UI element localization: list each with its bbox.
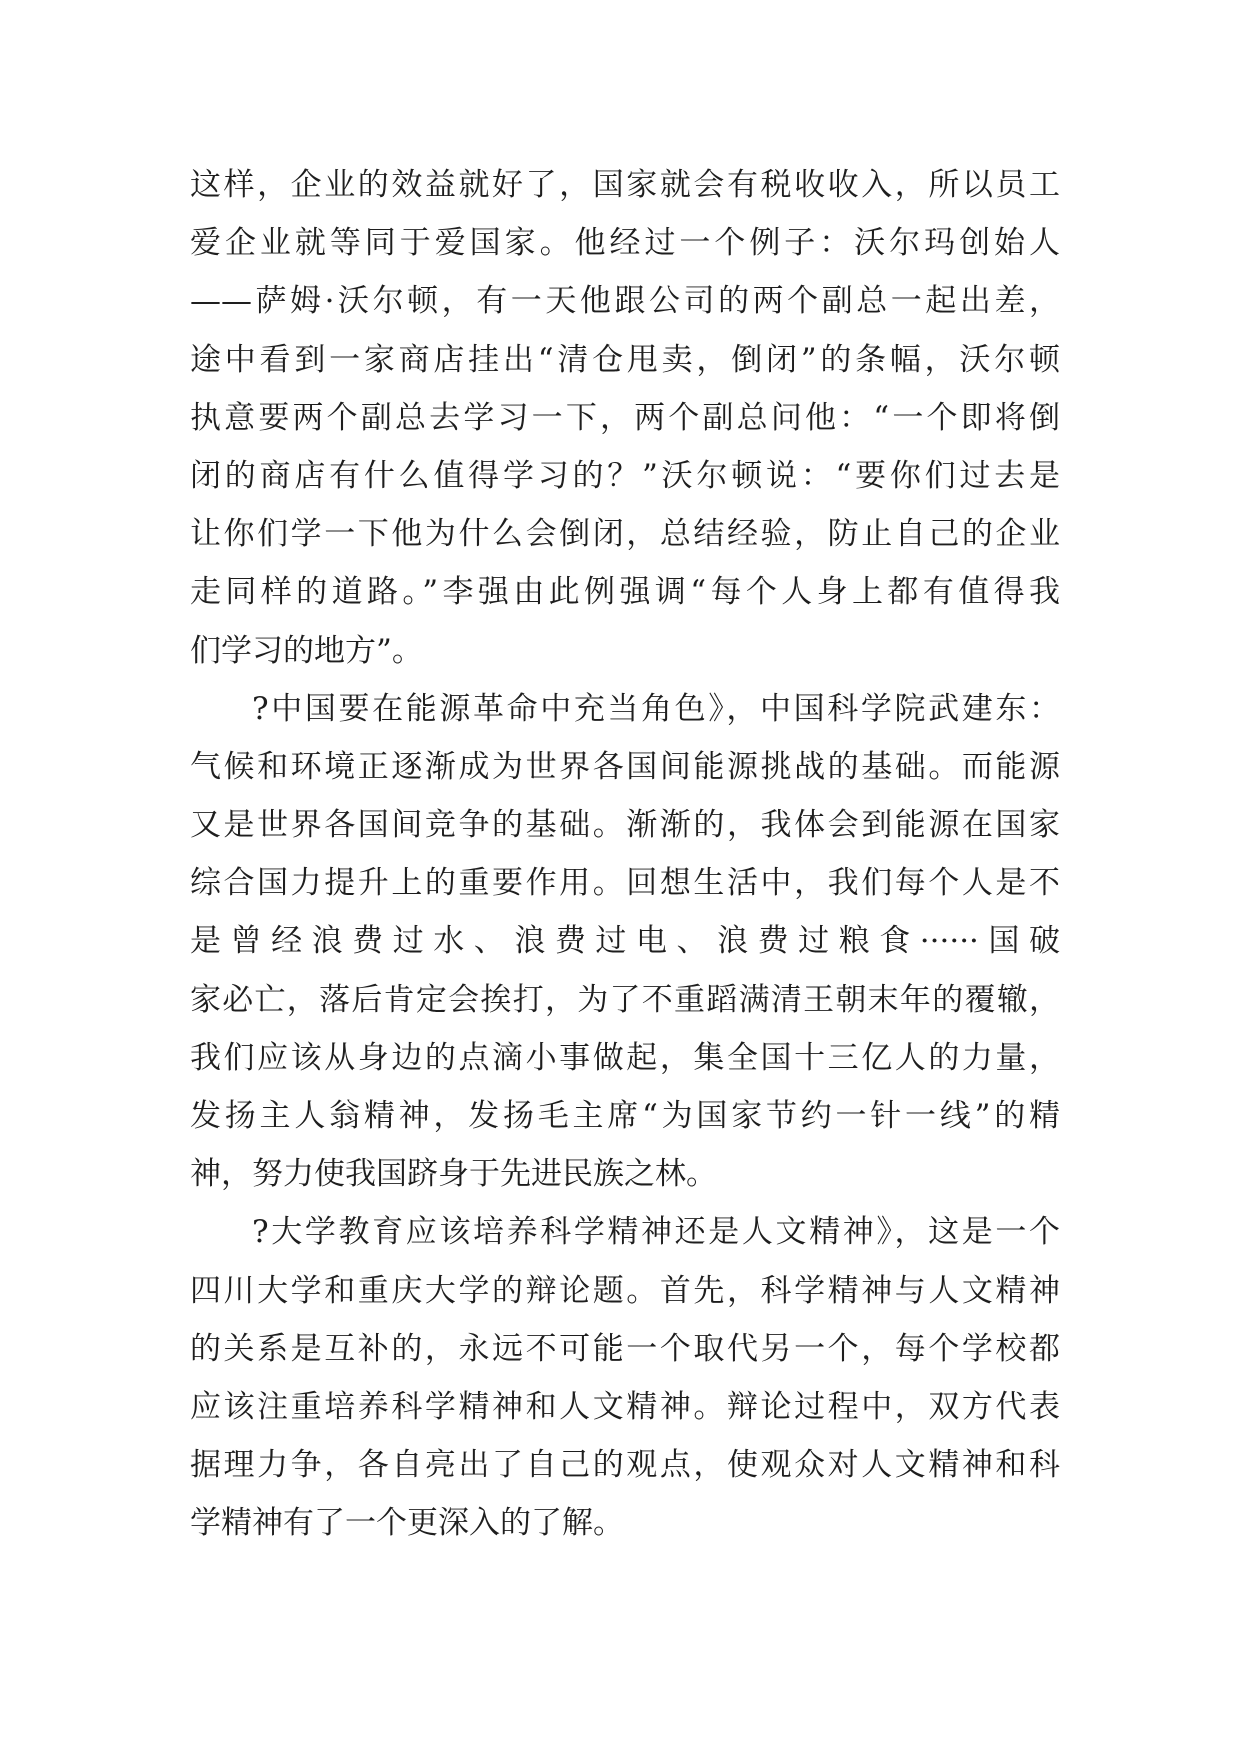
- paragraph-university-debate: [190, 1203, 1060, 1552]
- text-line: ——萨姆·沃尔顿，有一天他跟公司的两个副总一起出差，: [190, 283, 1060, 320]
- text-line: 应该注重培养科学精神和人文精神。辩论过程中，双方代表: [190, 1388, 1060, 1425]
- text-line: 们学习的地方”。: [190, 632, 423, 669]
- text-line: 是曾经浪费过水、浪费过电、浪费过粮食······国破: [190, 923, 1060, 960]
- text-line: 途中看到一家商店挂出“清仓甩卖，倒闭”的条幅，沃尔顿: [190, 341, 1060, 378]
- paragraph-energy-revolution: [190, 680, 1060, 1204]
- text-line: ?大学教育应该培养科学精神还是人文精神》，这是一个: [252, 1214, 1060, 1251]
- text-line: 的关系是互补的，永远不可能一个取代另一个，每个学校都: [190, 1330, 1060, 1367]
- text-line: 我们应该从身边的点滴小事做起，集全国十三亿人的力量，: [190, 1039, 1060, 1076]
- text-line: 又是世界各国间竞争的基础。渐渐的，我体会到能源在国家: [190, 807, 1060, 844]
- text-line: 综合国力提升上的重要作用。回想生活中，我们每个人是不: [190, 865, 1060, 902]
- text-line: 四川大学和重庆大学的辩论题。首先，科学精神与人文精神: [190, 1272, 1060, 1309]
- text-line: 执意要两个副总去学习一下，两个副总问他：“一个即将倒: [190, 399, 1060, 436]
- text-line: 爱企业就等同于爱国家。他经过一个例子：沃尔玛创始人: [190, 225, 1060, 262]
- text-line: 神，努力使我国跻身于先进民族之林。: [190, 1156, 717, 1193]
- text-line: 学精神有了一个更深入的了解。: [190, 1505, 624, 1542]
- text-line: 据理力争，各自亮出了自己的观点，使观众对人文精神和科: [190, 1447, 1060, 1484]
- paragraph-walmart-example: [190, 156, 1060, 680]
- text-line: 走同样的道路。”李强由此例强调“每个人身上都有值得我: [190, 574, 1060, 611]
- body-text: [190, 156, 1060, 1553]
- text-line: 气候和环境正逐渐成为世界各国间能源挑战的基础。而能源: [190, 748, 1060, 785]
- text-line: 让你们学一下他为什么会倒闭，总结经验，防止自己的企业: [190, 516, 1060, 553]
- text-line: 家必亡，落后肯定会挨打，为了不重蹈满清王朝末年的覆辙，: [190, 981, 1060, 1018]
- text-line: 发扬主人翁精神，发扬毛主席“为国家节约一针一线”的精: [190, 1098, 1060, 1134]
- text-line: 闭的商店有什么值得学习的？”沃尔顿说：“要你们过去是: [190, 457, 1060, 494]
- text-line: 这样，企业的效益就好了，国家就会有税收收入，所以员工: [190, 167, 1060, 203]
- text-line: ?中国要在能源革命中充当角色》，中国科学院武建东：: [252, 690, 1060, 727]
